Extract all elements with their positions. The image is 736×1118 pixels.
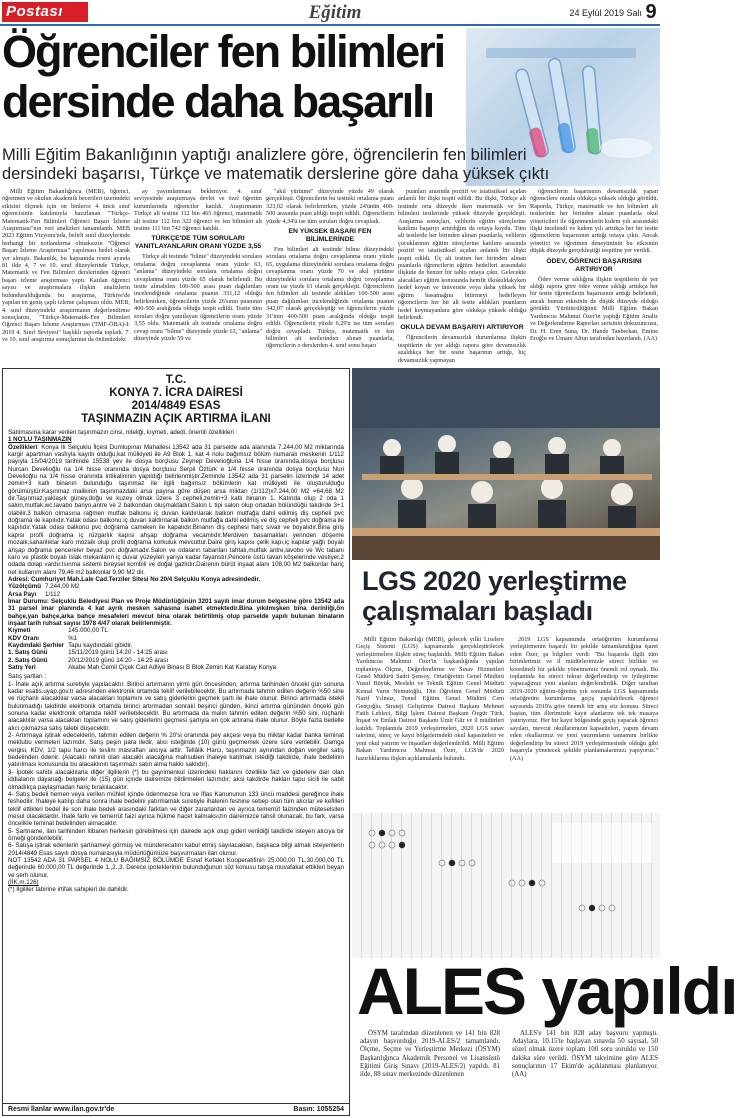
page-number: 9: [645, 1, 657, 23]
exam-hall-photo: [352, 368, 660, 560]
table-row: [8, 583, 83, 590]
cell: Kaydındaki Şerhler: [8, 641, 65, 649]
lead-column-3: [266, 188, 394, 364]
lgs-column-1: [356, 636, 504, 812]
notice-item-no: 1 NO'LU TAŞINMAZIN: [8, 436, 72, 444]
notice-address: Cumhuriyet Mah.Lale Cad.Terziler Sitesi No 20/4 Selçuklu Konya adresindedir.: [31, 575, 261, 583]
notice-conditions-title: Satış şartları :: [8, 673, 47, 681]
notice-doc-ref: (İİK.m.126): [8, 878, 39, 886]
cell: %1: [68, 634, 78, 642]
paragraph: "akıl yürütme" düzeyinde yüzde 49 olarak gerçekleşti. Öğrencilerin bu testteki ortalama puanı 323,02 olarak belirlenirken, yüzde 24'ünün 400-500 arasında puan aldığı tespit edildi. Öğrencilerin yüzde 4,34'ü ise tüm soruları doğru cevapladı.: [266, 188, 394, 225]
lgs-column-2: [510, 636, 658, 812]
notice-condition: 3- İpotek sahibi alacaklılarla diğer ilgililerin (*) bu gayrimenkul üzerindeki haklarını özellikle faiz ve giderlere dair olan iddialarını dayanağı belgeler ile (15) gün içinde dairemize bildirmeleri lazımdır; aksi takdirde hakları tapu sicili ile sabit olmadıkça paylaşmadan hariç bırakılacaktır.: [8, 768, 344, 791]
label: Özellikleri: [8, 443, 38, 451]
notice-condition: 5- Şartname, ilan tarihinden itibaren herkesin görebilmesi için dairede açık olup gideri verildiği takdirde isteyen alıcıya bir örneği gönderilebilir.: [8, 827, 344, 842]
paragraph: Milli Eğitim Bakanlığınca (MEB), öğrenci, öğretmen ve okulun akademik becerileri üzerindeki etkisini ölçmek için on binlerce 4 üncü sınıf öğrencisinin katılımıyla hazırlanan "Türkçe-Matematik-Fen Bilimleri Öğrenci Başarı İzleme Araştırması"nın veri analizleri tamamlandı. MEB 2023 Eğitim Vizyonu'nda, belirli sınıf düzeylerinde herhangi bir notlandırma olmaksızın "Öğrenci Başarı İzleme Araştırması" yapılması hedef olarak yer almıştı. Bakanlık, bu kapsamda resmi ayında 81 ilde 4, 7 ve 10. sınıf düzeylerinde Türkçe, Matematik ve Fen Bilimleri derslerinden öğrenci başarı izleme araştırması yaptı. Katılan öğrenci sayısı ve araştırmalara ilişkin analizlerin bulundurulduğunda bu araştırma, Türkiye'de yapılan en geniş çaplı izleme çalışması oldu. MEB, 4. sınıf düzeyindeki araştırmanın değerlendirme sonuçlarını, "Türkçe-Matematik-Fen Bilimleri Öğrenci Başarı İzleme Araştırması (TMF-ÖBA)-I: 2019 4. Sınıf Seviyesi" başlıklı raporda topladı. 7. ve 10. sınıf araştırma sonuçlarının da önümüzdeki: [2, 188, 130, 344]
notice-features: Konya İli Selçuklu İlçesi Dumlupınar Mahallesi 13542 ada 31 parselde ada alanında 7.244,00 M2 miktarında kargir apartman vasfıyla kayıtlı olduğu,kat mülkiyeti ile A9 Blok 1. kat 4 nolu bağımsız bölüm numaralı meskenin 1/112 payıyla 15/04/2019 tarihinde 15538 yev ile dosya borçlusu Zeynep Develioğluna 1/4 hisse oranında,dosya borçlusu Nurcan Develioğlu na 1/4 hisse oranında dosya borçlusu Serpil Öztürk e 1/4 hisse oranında dosya borçlusu Nuri Develioğlu na 1/4 hisse oranında intikalininin yapıldığı belirlenmiştir.Zeminde 13542 ada 31 parselin üzerinde 14 adet zemin+3 katlı binanın bulunduğu taşınmaz ile ilgili bağımsız bölümlerin kat mülkiyeti ile oluşturulduğu görülmüştür.Kaşınmaz malikinin taşınmazdaki arsa payına göre düşen arsa miktarı (1/112)x7.244,00 M2 =64,68 M2 dir.Taşınmaz,yaklaşık güney,doğu ve kuzey olmak üzere 3 cepheli,zemin+3 katlı binanın 1. Katında olup 2 oda 1 salon,mutfak,wc,lavabo banyo,antre ve 2 balkondan oluşmaktadır.Salon L tipi salon olup ortadan bölündüğü takdirde 3+1 olabilir.3 balkon olmasına rağmen mutfak balkonu iç duvarı kaldırılarak balkon mutfağa dahil edilmiş diş cepheli pvc doğrama ile kapılıdır.Yatak odası balkonu iç duvarı kaldırılarak balkon mutfağa dahil edilmiş ve diş cepheli pvc doğrama ile kapılıdır.Yatak odası balkonu pvc doğrama cameken ile kapalıdır.Binanın dış cephesi harç sıvalı ve boyalıdır.Bina giriş kapısı profil doğrama iç rüzgarlık kapısı ahşap doğrama vecamlıdır.Merdiven basamakları yerinden döşeme mozaik,sahanlıklar karo mozaik olup profil doğrama korkuluk mevcuttur.Daire giriş kapısı çelik kapı,iç kapılar yağlı boyalı ahşap doğrama pencereler beyaz pvc doğramadır.Salon ve odaların tabanları tahtalı,mutfak antre,lavobo ve Wc tabanı karo ve plastik boyalı islak mekanların iç duvar yüzeyleri yarıya kadar fayanstır.Pencere üstü tavan köşelerinde vestiyer,2 odada dolap vardır.Isınma sistemi bireysel kombili ve doğal gazlıdır.Dairenin bürüt inşaat alanı 108,00 M2 balkonlar hariç net kullanım alanı 79,46 m2 balkonlar 9,90 M2 dir.: [8, 443, 344, 576]
notice-file-no: 2014/4849 ESAS: [131, 400, 221, 412]
cell: Yüzölçümü: [8, 583, 42, 591]
table-row: [8, 657, 280, 664]
notice-condition: 6- Satışa iştirak edenlerin şartnameyi görmüş ve münderecatını kabul etmiş sayılacakları, başkaca bilgi almak isteyenlerin 2014/4849 Esas sayılı dosya numarasıyla müdürlüğümüze başvurmaları ilan olunur.: [8, 842, 344, 857]
lead-headline-line2: dersinde daha başarılı: [2, 76, 434, 127]
notice-note: NOT 13542 ADA 31 PARSEL 4 NOLU BAĞIMSIZ BÖLÜMDE Esnaf Kefalet Kooperatifinin 25.000,00 TL,30.000,00 TL değerinde 60.000,00 TL değerinde 1.,2.,3. Derece ipoteklerinin bulunduğunun söz konusu tatışa muvafakat ettikleri beyan ve şerh olunur.: [8, 856, 344, 879]
notice-zoning: Selçuklu Belediyesi Plan ve Proje Müdürlüğünün 3201 sayılı imar durum belgesine göre 13542 ada 31 parsel imar planında 4 kat ayrık mesken sahasına isabet etmektedir.Bina yıkılmışken bina derinliği,ön bahçe,yan bahçe,arka bahçe mesafeleri mevcut bina olarak belirtilmiş olup parselde yapılı bulunan binaların inşaat tarih ruhsat sayısı 1978 4/47 olarak belirlenmiştir.: [8, 597, 345, 627]
cell: 1/112: [45, 590, 61, 598]
answer-sheet-photo: [352, 813, 660, 958]
notice-intro: Satılmasına karar verilen taşınmazın cinsi, niteliği, kıymeti, adedi, önemli özellikleri :: [8, 429, 238, 436]
notice-sale-table: [8, 627, 280, 671]
subheading: ÖDEV, ÖĞRENCİ BAŞARISINI ARTIRIYOR: [546, 257, 642, 273]
cell: Kıymeti: [8, 627, 31, 635]
cell: 1. Satış Günü: [8, 649, 48, 657]
cell: Arsa Payı: [8, 590, 37, 598]
cell: Akabe Mah Cemil Çiçek Cad Adliye Binası B Blok Zemin Kat Karatay Konya: [68, 664, 277, 671]
label: Adresi: [8, 575, 28, 583]
table-row: [8, 642, 280, 649]
cell: 2. Satış Günü: [8, 656, 48, 664]
paragraph: ALES'e 141 bin 828 aday başvuru yapmıştı. Adaylara, 10.15'te başlayan sınavda 50 sayısal, 50 sözel olmak üzere toplam 100 soru soruldu ve 150 dakika süre verildi. ÖSYM takvimine göre ALES sonuçlarının 17 Ekim'de açıklanması planlanıyor. (AA): [512, 1030, 658, 1079]
ales-column-1: [360, 1030, 500, 1116]
notice-body: Satılmasına karar verilen taşınmazın cinsi, niteliği, kıymeti, adedi, önemli özellikleri : 1 NO'LU TAŞINMAZIN Özellikleri: Konya İli Selçuklu İlçesi Dumlupınar Mahallesi 13542 ada 31 parselde ada alanında 7.244,00 M2 miktarında kargir apartman vasfıyla kayıtlı olduğu,kat mülkiyeti ile A9 Blok 1. kat 4 nolu bağımsız bölüm numaralı meskenin 1/112 payıyla 15/04/2019 tarihinde 15538 yev ile dosya borçlusu Zeynep Develioğluna 1/4 hisse oranında,dosya borçlusu Nurcan Develioğlu na 1/4 hisse oranında dosya borçlusu Serpil Öztürk e 1/4 hisse oranında dosya borçlusu Nuri Develioğlu na 1/4 hisse oranında intikalininin yapıldığı belirlenmiştir.Zeminde 13542 ada 31 parselin üzerinde 14 adet zemin+3 katlı binanın bulunduğu taşınmaz ile ilgili bağımsız bölümlerin kat mülkiyeti ile oluşturulduğu görülmüştür.Kaşınmaz malikinin taşınmazdaki arsa payına göre düşen arsa miktarı (1/112)x7.244,00 M2 =64,68 M2 dir.Taşınmaz,yaklaşık güney,doğu ve kuzey olmak üzere 3 cepheli,zemin+3 katlı binanın 1. Katında olup 2 oda 1 salon,mutfak,wc,lavabo banyo,antre ve 2 balkondan oluşmaktadır.Salon L tipi salon olup ortadan bölündüğü takdirde 3+1 olabilir.3 balkon olmasına rağmen mutfak balkonu iç duvarı kaldırılarak balkon mutfağa dahil edilmiş diş cepheli pvc doğrama ile kapılıdır.Yatak odası balkonu iç duvarı kaldırılarak balkon mutfağa dahil edilmiş ve diş cepheli pvc doğrama ile kapılıdır.Yatak odası balkonu pvc doğrama cameken ile kapalıdır.Binanın dış cephesi harç sıvalı ve boyalıdır.Bina giriş kapısı profil doğrama iç rüzgarlık kapısı ahşap doğrama vecamlıdır.Merdiven basamakları yerinden döşeme mozaik,sahanlıklar karo mozaik olup profil doğrama korkuluk mevcuttur.Daire giriş kapısı çelik kapı,iç kapılar yağlı boyalı ahşap doğrama pencereler beyaz pvc doğramadır.Salon ve odaların tabanları tahtalı,mutfak antre,lavobo ve Wc tabanı karo ve plastik boyalı islak mekanların iç duvar yüzeyleri yarıya kadar fayanstır.Pencere üstü tavan köşelerinde vestiyer,2 odada dolap vardır.Isınma sistemi bireysel kombili ve doğal gazlıdır.Dairenin bürüt inşaat alanı 108,00 M2 balkonlar hariç net kullanım alanı 79,46 m2 balkonlar 9,90 M2 dir. Adresi: Cumhuriyet Mah.Lale Cad.Terziler Sitesi No 20/4 Selçuklu Konya adresindedir. Yüzölçümü 7.244,00 M2 Arsa Payı 1/112 İmar Durumu: Selçuklu Belediyesi Plan ve Proje Müdürlüğünün 3201 sayılı imar durum belgesine göre 13542 ada 31 parsel imar planında 4 kat ayrık mesken sahasına isabet etmektedir.Bina yıkılmışken bina derinliği,ön bahçe,yan bahçe,arka bahçe mesafeleri mevcut bina olarak belirtilmiş olup parselde yapılı bulunan binaların inşaat tarih ruhsat sayısı 1978 4/47 olarak belirlenmiştir. Kıymeti 145.000,00 TL KDV Oranı %1 Kaydındaki Şerhler Tapu kaydındaki gibidir. 1. Satış Günü 15/11/2019 günü 14:20 - 14:25 arası 2. Satış Günü 20/12/2019 günü 14:20 - 14:25 arası Satış Yeri Akabe Mah Cemil Çiçek Cad Adliye Binası B Blok Zemin Kat Karatay Konya Satış şartları : 1- İhale açık artırma suretiyle yapılacaktır. Birinci artırmanın yirmi gün öncesinden, artırma tarihinden önceki gün sonuna kadar esatis.uyap.gov.tr adresinden elektronik ortamda teklif verilebilecektir. Bu artırmada tahmin edilen değerin %50 sine ve rüçhanlı alacaklılar varsa alacakları toplamını ve satış giderlerini geçmek şartı ile ihale olunur. Birinci artırmada istekli bulunmadığı takdirde elektronik ortamda birinci artırmadan sonraki beşinci günden, ikinci artırma gününden önceki gün sonuna kadar elektronik ortamda teklif verilebilecektir. Bu artırmada da malın tahmin edilen değerin %50 sini, rüçhanlı alacaklılar varsa alacakları toplamını ve satış giderlerini geçmesi şartıyla en çok artırana ihale olunur. Böyle fazla bedelle alıcı çıkmazsa satış talebi düşecektir. 2- Artırmaya iştirak edeceklerin, tahmin edilen değerin % 20'si oranında pey akçesi veya bu miktar kadar banka teminat mektubu vermeleri lazımdır. Satış peşin para iledir, alıcı isteğinde (10) günü geçmemek üzere süre verilebilir. Damga vergisi, KDV, 1/2 tapu harcı ile teslim masrafları alıcıya aittir. Tellâlik Harcı, taşınmazın aynından doğan vergiler satış bedelinden ödenir. (Alacaklı rehinli olan alacaklı alacağına mahsuben ihaleye katılmak istediği takdirde, ihale bedelinin yatırılması konusunda bu alacaklının taşınmazı satın alma hakkı saklıdır). 3- İpotek sahibi alacaklılarla diğer ilgililerin (*) bu gayrimenkul üzerindeki haklarını özellikle faiz ve giderlere dair olan iddialarını dayanağı belgeler ile (15) gün içinde dairemize bildirmeleri lazımdır; aksi takdirde hakları tapu sicili ile sabit olmadıkça paylaşmadan hariç bırakılacaktır. 4- Satış bedeli hemen veya verilen mühlet içinde ödenmezse İcra ve İflas Kanununun 133 üncü maddesi gereğince ihale feshedilir. İhaleye katılıp daha sonra ihale bedelini yatırmamak suretiyle ihalenin feshine sebep olan tüm alıcılar ve kefilleri teklif ettikleri bedel ile son ihale bedeli arasındaki farktan ve diğer zararlardan ve ayrıca temerrüt faizinden müteselsilen mesul olacaklardır. İhale farkı ve temerrüt faizi ayrıca hükme hacet kalmaksızın dairemizce tahsil olunacak, bu fark, varsa öncelikle teminat bedelinden alınacaktır. 5- Şartname, ilan tarihinden itibaren herkesin görebilmesi için dairede açık olup gideri verildiği takdirde isteyen alıcıya bir örneği gönderilebilir. 6- Satışa iştirak edenlerin şartnameyi görmüş ve münderecatını kabul etmiş sayılacakları, başkaca bilgi almak isteyenlerin 2014/4849 Esas sayılı dosya numarasıyla müdürlüğümüze başvurmaları ilan olunur. NOT 13542 ADA 31 PARSEL 4 NOLU BAĞIMSIZ BÖLÜMDE Esnaf Kefalet Kooperatifinin 25.000,00 TL,30.000,00 TL değerinde 60.000,00 TL değerinde 1.,2.,3. Derece ipoteklerinin bulunduğunun söz konusu tatışa muvafakat ettikleri beyan ve şerh olunur. (İİK.m.126) (*) İlgililer tabirine irtifak sahipleri de dahildir.: [8, 429, 345, 894]
cell: 145.000,00 TL: [68, 627, 108, 635]
paragraph: Milli Eğitim Bakanlığı (MEB), gelecek yılki Liselere Geçiş Sistemi (LGS) kapsamında gerçekleştirilecek yerleştirmelere ilişkin süreç başlatıldı. Milli Eğitim Bakan Yardımcısı Mahmut Özer'in başkanlığında yapılan toplantıya Ölçme, Değerlendirme ve Sınav Hizmetleri Genel Müdürü Sadri Şensoy, Ortaöğretim Genel Müdürü Yusuf Büyük, Mesleki ve Teknik Eğitim Genel Müdürü Kemal Varın Nemutoğlu, Din Öğretimi Genel Müdürü Nazif Yılmaz, Temel Eğitim Genel Müdürü Cem Gençoğlu, Strateji Geliştirme Dairesi Başkanı Mehmet Fatih Lebleci, Bilgi İşlem Dairesi Başkanı Özgür Türk, İnşaat ve Emlak Dairesi Başkanı Ümit Gür ve il müdürleri katıldı. Toplantıda 2019 yerleştirmeleri, 2020 LGS sınav takvimi, süreç ve kayıt bölgelerindeki okul kapasiteleri ve yeni okul yatırım ve inşaatları değerlendirildi. Milli Eğitim Bakan Yardımcısı Mahmut Özer, LGS'de 2020 hazırlıklarına ilişkin açıklamalarda bulundu.: [356, 636, 504, 762]
notice-footer-link[interactable]: Resmi İlanlar www.ilan.gov.tr'de: [8, 1106, 115, 1113]
cell: Tapu kaydındaki gibidir.: [68, 641, 133, 649]
notice-footer-code: Basın: 1055254: [293, 1106, 344, 1113]
legal-auction-notice: [2, 368, 350, 1116]
lead-subheadline-line1: Milli Eğitim Bakanlığının yaptığı analizlere göre, öğrencilerin fen bilimleri: [2, 146, 527, 164]
cell: 20/12/2019 günü 14:20 - 14:25 arası: [68, 656, 169, 664]
notice-title: TAŞINMAZIN AÇIK ARTIRMA İLANI: [81, 413, 271, 425]
notice-condition: 4- Satış bedeli hemen veya verilen mühlet içinde ödenmezse İcra ve İflas Kanununun 133 üncü maddesi gereğince ihale feshedilir. İhaleye katılıp daha sonra ihale bedelini yatırmamak suretiyle ihalenin feshine sebep olan tüm alıcılar ve kefilleri teklif ettikleri bedel ile son ihale bedeli arasındaki farktan ve diğer zararlardan ve ayrıca temerrüt faizinden müteselsilen mesul olacaklardır. İhale farkı ve temerrüt faizi ayrıca hükme hacet kalmaksızın dairemizce tahsil olunacak, bu fark, varsa öncelikle teminat bedelinden alınacaktır.: [8, 790, 344, 828]
paragraph: ÖSYM tarafından düzenlenen ve 141 bin 828 adayın başvurduğu 2019-ALES/2 tamamlandı. Ölçme, Seçme ve Yerleştirme Merkezi (ÖSYM) Başkanlığınca Akademik Personel ve Lisansüstü Eğitimi Giriş Sınavı (2019-ALES/2) yapıldı. 81 ilde, 88 sınav merkezinde düzenlenen: [360, 1030, 500, 1079]
cell: Satış Yeri: [8, 664, 36, 671]
lead-column-5: [530, 188, 658, 364]
table-row: [8, 627, 280, 634]
notice-condition: 2- Artırmaya iştirak edeceklerin, tahmin edilen değerin % 20'si oranında pey akçesi veya bu miktar kadar banka teminat mektubu vermeleri lazımdır. Satış peşin para iledir, alıcı isteğinde (10) günü geçmemek üzere süre verilebilir. Damga vergisi, KDV, 1/2 tapu harcı ile teslim masrafları alıcıya aittir. Tellâlik Harcı, taşınmazın aynından doğan vergiler satış bedelinden ödenir. (Alacaklı rehinli olan alacaklı alacağına mahsuben ihaleye katılmak istediği takdirde, ihale bedelinin yatırılması konusunda bu alacaklının taşınmazı satın alma hakkı saklıdır).: [8, 732, 344, 769]
section-title: Eğitim: [308, 2, 362, 23]
paragraph: Öğrencilerin devamsızlık durumlarına ilişkin tespitlerin de yer aldığı rapora göre devamsızlık azaldıkça her bir testte başarının arttığı, hiç devamsızlık yapmayan: [398, 334, 526, 364]
paragraph: ay yayımlanması bekleniyor. 4. sınıf seviyesinde araştırmaya devlet ve özel öğretim kurumlarında öğrenciler katıldı. Araştırmanın Türkçe alt testine 112 bin 465 öğrenci, matematik alt testine 112 bin 322 öğrenci ve fen bilimleri alt testine 111 bin 742 öğrenci katıldı.: [134, 188, 262, 233]
paragraph: Fen bilimleri alt testinde bilme düzeyindeki sorulara ortalama doğru cevaplanma oranı yüzde 65, uygulama düzeyindeki sorulara ortalama doğru cevaplanma oranı yüzde 70 ve akıl yürütme düzeyindeki sorulara ortalama doğru cevaplanma oranı ise yüzde 61 olarak gerçekleşti. Öğrencilerin fen bilimleri alt testinde aldıkları 100-500 arası puan dağılımları incelendiğinde ortalama puanın 342,07 olarak gerçekleştiği ve öğrencilerin yüzde 31'inin 400-500 puan aralığında olduğu tespit edildi. Öğrencilerin yüzde 6,29'u ise tüm soruları doğru cevapladı. Türkçe, matematik ve fen bilimleri alt testlerinden alınan puanlarla, öğrencilerin o derslerden 4. sınıf sonu başarı: [266, 246, 394, 350]
answer-sheet-icon: [352, 813, 660, 958]
lead-subheadline-line2: dersindeki başarısı, Türkçe ve matematik derslerine göre daha yüksek çıktı: [2, 165, 550, 183]
notice-footnote: (*) İlgililer tabirine irtifak sahipleri de dahildir.: [8, 886, 129, 894]
paragraph: puanları arasında pozitif ve istatistiksel açıdan anlamlı bir ilişki tespit edildi. Bu ilişki, Türkçe alt testinde orta düzeyde iken matematik ve fen bilimleri testlerinde yüksek düzeyde gerçekleşti. Araştırma sonuçları, velilerin eğitim süreçlerine katılımı başarıyı artırdığını da ortaya koydu. Tüm alt testlerde her birinden alınan puanlarla, velilerin çocuklarının eğitim süreçlerine katılımı arasında pozitif ve istatistiksel açıdan anlamlı bir ilişki tespit edildi. Üç alt testten her birinden alınan puanlarla öğrencilerin eğitim hedefleri arasındaki ilişkide de benzer bir tablo ortaya çıktı. Gelecekte alacakları eğitim konusunda hemfit ilkokuldakyken hedef koyan ve üniversite veya daha yüksek bir eğitim basamağını bitirmeyi hedefleyen öğrencilerin her bir alt testte aldıkları puanların hedef koymayanlara göre oldukça yüksek olduğu belirlendi.: [398, 188, 526, 321]
notice-title-block: [3, 369, 349, 426]
classroom-icon: [352, 368, 660, 560]
table-row: [8, 664, 280, 671]
lgs-headline-line2: çalışmaları başladı: [362, 596, 593, 626]
cell: KDV Oranı: [8, 634, 39, 642]
ales-column-2: [512, 1030, 658, 1116]
lead-column-4: [398, 188, 526, 364]
paragraph: Türkçe alt testinde "bilme" düzeyindeki sorulara ortalama doğru cevaplanma oranı yüzde 63, "anlama" düzeyindeki sorulara ortalama doğru cevaplanma oranı yüzde 65 olarak belirlendi. Bu testte alınabilen 100-500 arası puan dağılımları incelendiğinde ortalama puanın 331,12 olduğu belirlenirken, öğrencilerin yüzde 26'sının puanının 400-500 aralığında olduğu tespit edildi. Testte tüm soruları doğru yanıtlayan öğrencilerin oranı yüzde 3,55 oldu. Matematik alt testinde ortalama doğru cevap oranı "bilme" düzeyinde yüzde 63, "anlama" düzeyinde yüzde 59 ve: [134, 253, 262, 342]
notice-tc: T.C.: [165, 374, 187, 386]
subheading: OKULA DEVAM BAŞARIYI ARTIRIYOR: [400, 324, 524, 332]
label: İmar Durumu: [8, 597, 47, 605]
notice-facts-table: [8, 583, 83, 598]
table-row: [8, 649, 280, 656]
cell: 15/11/2019 günü 14:20 - 14:25 arası: [68, 649, 168, 657]
lead-column-2: [134, 188, 262, 364]
ales-headline: ALES yapıldı: [357, 954, 736, 1028]
issue-date: 24 Eylül 2019 Salı: [569, 8, 642, 18]
lgs-headline-line1: LGS 2020 yerleştirme: [362, 566, 627, 596]
paragraph: Ödev verme sıklığına ilişkin tespitlerin de yer aldığı rapora göre ödev verme sıklığı arttıkça her bir testte öğrencilerin başarısının arttığı belirlendi, ancak bunun etkisinin de düşük düzeyde olduğu görüldü. Yürütücülüğünü Milli Eğitim Bakan Yardımcısı Mahmut Özer'in yaptığı Eğitim Analiz ve Değerlendirme Raporları serisinin dokuzuncusu, Dr. H. Eren Suna, Dr. Hande Tanberkan, Emine Eroğlu ve Ümare Altun tarafından hazırlandı. (AA): [530, 275, 658, 342]
table-row: [8, 635, 280, 642]
notice-office: KONYA 7. İCRA DAİRESİ: [109, 387, 243, 399]
newspaper-logo[interactable]: Postası: [2, 2, 88, 22]
subheading: EN YÜKSEK BAŞARI FEN BİLİMLERİNDE: [288, 228, 372, 244]
notice-footer: [3, 1103, 349, 1115]
lead-column-1: [2, 188, 130, 364]
subheading: TÜRKÇE'DE TÜM SORULARI YANITLAYANLARIN ORANI YÜZDE 3,55: [134, 235, 262, 251]
notice-condition: 1- İhale açık artırma suretiyle yapılacaktır. Birinci artırmanın yirmi gün öncesinden, artırma tarihinden önceki gün sonuna kadar esatis.uyap.gov.tr adresinden elektronik ortamda teklif verilebilecektir. Bu artırmada tahmin edilen değerin %50 sine ve rüçhanlı alacaklılar varsa alacakları toplamını ve satış giderlerini geçmek şartı ile ihale olunur. Birinci artırmada istekli bulunmadığı takdirde elektronik ortamda birinci artırmadan sonraki beşinci günden, ikinci artırma gününden önceki gün sonuna kadar elektronik ortamda teklif verilebilecektir. Bu artırmada da malın tahmin edilen değerin %50 sini, rüçhanlı alacaklılar varsa alacakları toplamını ve satış giderlerini geçmesi şartıyla en çok artırana ihale olunur. Böyle fazla bedelle alıcı çıkmazsa satış talebi düşecektir.: [8, 680, 344, 732]
cell: 7.244,00 M2: [45, 583, 80, 591]
paragraph: öğrencilerin başarısının devamsızlık yapan öğrencilere oranla oldukça yüksek olduğu görüldü. Raporda, Türkçe, matematik ve fen bilimleri alt testlerinin her birinden alınan puanlarla okul yöneticileri ile öğretmenlerin kıdem yılı arasındaki ilişki incelendi ve kıdem yılı arttıkça her bir testte öğrencilerin başarısının arttığı ortaya çıktı. Ancak yönetici ve öğretmen deneyiminin bu etkisinin düşük düzeyde gerçekleştiği tespitine yer verildi.: [530, 188, 658, 255]
table-row: [8, 591, 83, 598]
lead-headline-line1: Öğrenciler fen bilimleri: [2, 26, 445, 77]
paragraph: 2019 LGS kapsamında ortaöğretim kurumlarına yerleştirmenin başarılı bir şekilde tamamlandığına işaret eden Özer, şu bilgileri verdi: "Bu başarıda ilgili tüm birimlerimiz ve il müdürlerimizle süreci birlikte ve koordineli bir şekilde yönetmemiz önemli rol oynadı. Bu toplantıda bu süreci tekrar değerlendirip ve iyileştirme yapacağımız yeni alanları değerlendirdik. Diğer taraftan 2019-2020 eğitim-öğretim yılı sonunda LGS kapsamında ortaöğretim kurumlarına geçiş yapılabilecek öğrenci sayısında 2019'a göre önemli bir artış söz konusu. Süreci baştan, tüm illerimizde kayıt alanlarını tek tek masaya yatırıyoruz. Her bir kayıt bölgesinde geçiş yapacak öğrenci sayıları, mevcut okullarımızın kapasiteleri, yapım devam eden okullarımız ve yeni yatırımların tamamını birlikte değerlendirip bu süreci 2019 yerleştirmesinde olduğu gibi başarıyla yönetecek şekilde planlamalarımızı yapıyoruz." (AA): [510, 636, 658, 762]
